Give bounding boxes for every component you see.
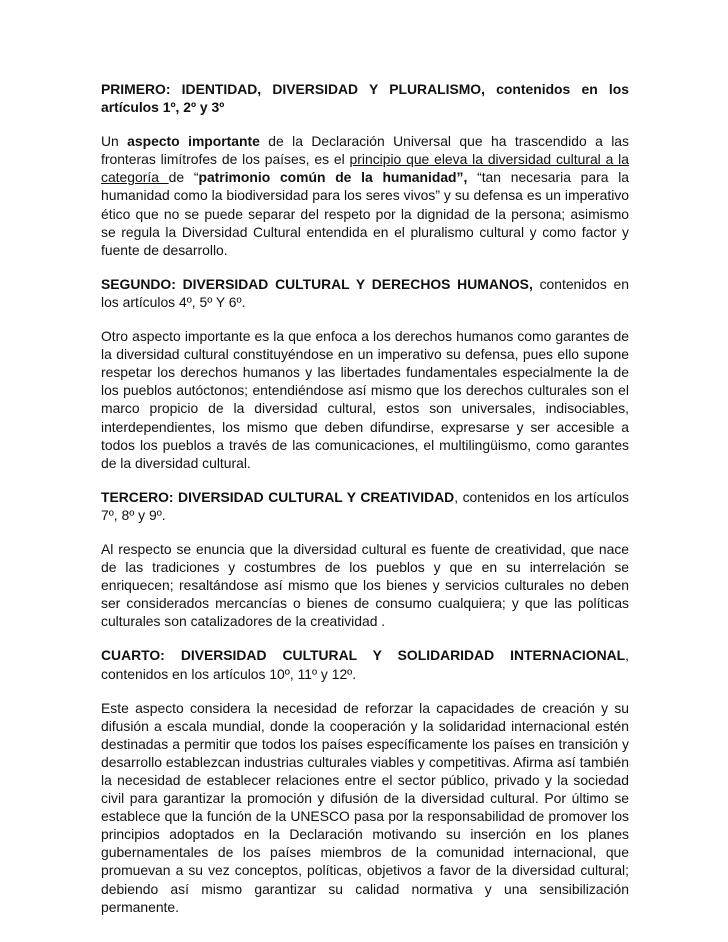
section-body-segundo: Otro aspecto importante es la que enfoca a los derechos humanos como garantes de la diversidad cultural constituyéndose en un imperativo su defensa, pues ello supone respetar los derechos humanos y las libertades fundamentales especialmente la de los pueblos autóctonos; entendiéndose así mismo que los derechos culturales son el marco propicio de la diversidad cultural, estos son universales, indisociables, interdependientes, los mismo que deben difundirse, expresarse y ser accesible a todos los pueblos a través de las comunicaciones, el multilingüismo, como garantes de la diversidad cultural. bbox=[101, 328, 629, 471]
section-heading-tercero: TERCERO: DIVERSIDAD CULTURAL Y CREATIVIDAD, contenidos en los artículos 7º, 8º y 9º. bbox=[101, 488, 629, 523]
section-body-tercero: Al respecto se enuncia que la diversidad cultural es fuente de creatividad, que nace de las tradiciones y costumbres de los pueblos y que en su interrelación se enriquecen; resaltándose así mismo que los bienes y servicios culturales no deben ser considerados mercancías o bienes de consumo cualquiera; y que las políticas culturales son catalizadores de la creatividad . bbox=[101, 540, 629, 630]
section-heading-segundo: SEGUNDO: DIVERSIDAD CULTURAL Y DERECHOS HUMANOS, contenidos en los artículos 4º, 5º Y 6º. bbox=[101, 275, 629, 310]
section-heading-cuarto: CUARTO: DIVERSIDAD CULTURAL Y SOLIDARIDAD INTERNACIONAL, contenidos en los artículos 10º, 11º y 12º. bbox=[101, 647, 629, 682]
section-heading-primero: PRIMERO: IDENTIDAD, DIVERSIDAD Y PLURALISMO, contenidos en los artículos 1º, 2º y 3º bbox=[101, 81, 629, 116]
section-body-cuarto: Este aspecto considera la necesidad de reforzar la capacidades de creación y su difusión a escala mundial, donde la cooperación y la solidaridad internacional estén destinadas a permitir que todos los países específicamente los países en transición y desarrollo establezcan industrias culturales viables y competitivas. Afirma así también la necesidad de establecer relaciones entre el sector público, privado y la sociedad civil para garantizar la promoción y difusión de la diversidad cultural. Por último se establece que la función de la UNESCO pasa por la responsabilidad de promover los principios adoptados en la Declaración motivando su inserción en los planes gubernamentales de los países miembros de la comunidad internacional, que promuevan a su vez conceptos, políticas, objetivos a favor de la diversidad cultural; debiendo así mismo garantizar su calidad normativa y una sensibilización permanente. bbox=[101, 699, 629, 915]
section-body-primero: Un aspecto importante de la Declaración Universal que ha trascendido a las fronteras limítrofes de los países, es el principio que eleva la diversidad cultural a la categoría de “patrimonio común de la humanidad”, “tan necesaria para la humanidad como la biodiversidad para los seres vivos” y su defensa es un imperativo ético que no se puede separar del respeto por la dignidad de la persona; asimismo se regula la Diversidad Cultural entendida en el pluralismo cultural y como factor y fuente de desarrollo. bbox=[101, 133, 630, 258]
document-page bbox=[101, 80, 629, 932]
